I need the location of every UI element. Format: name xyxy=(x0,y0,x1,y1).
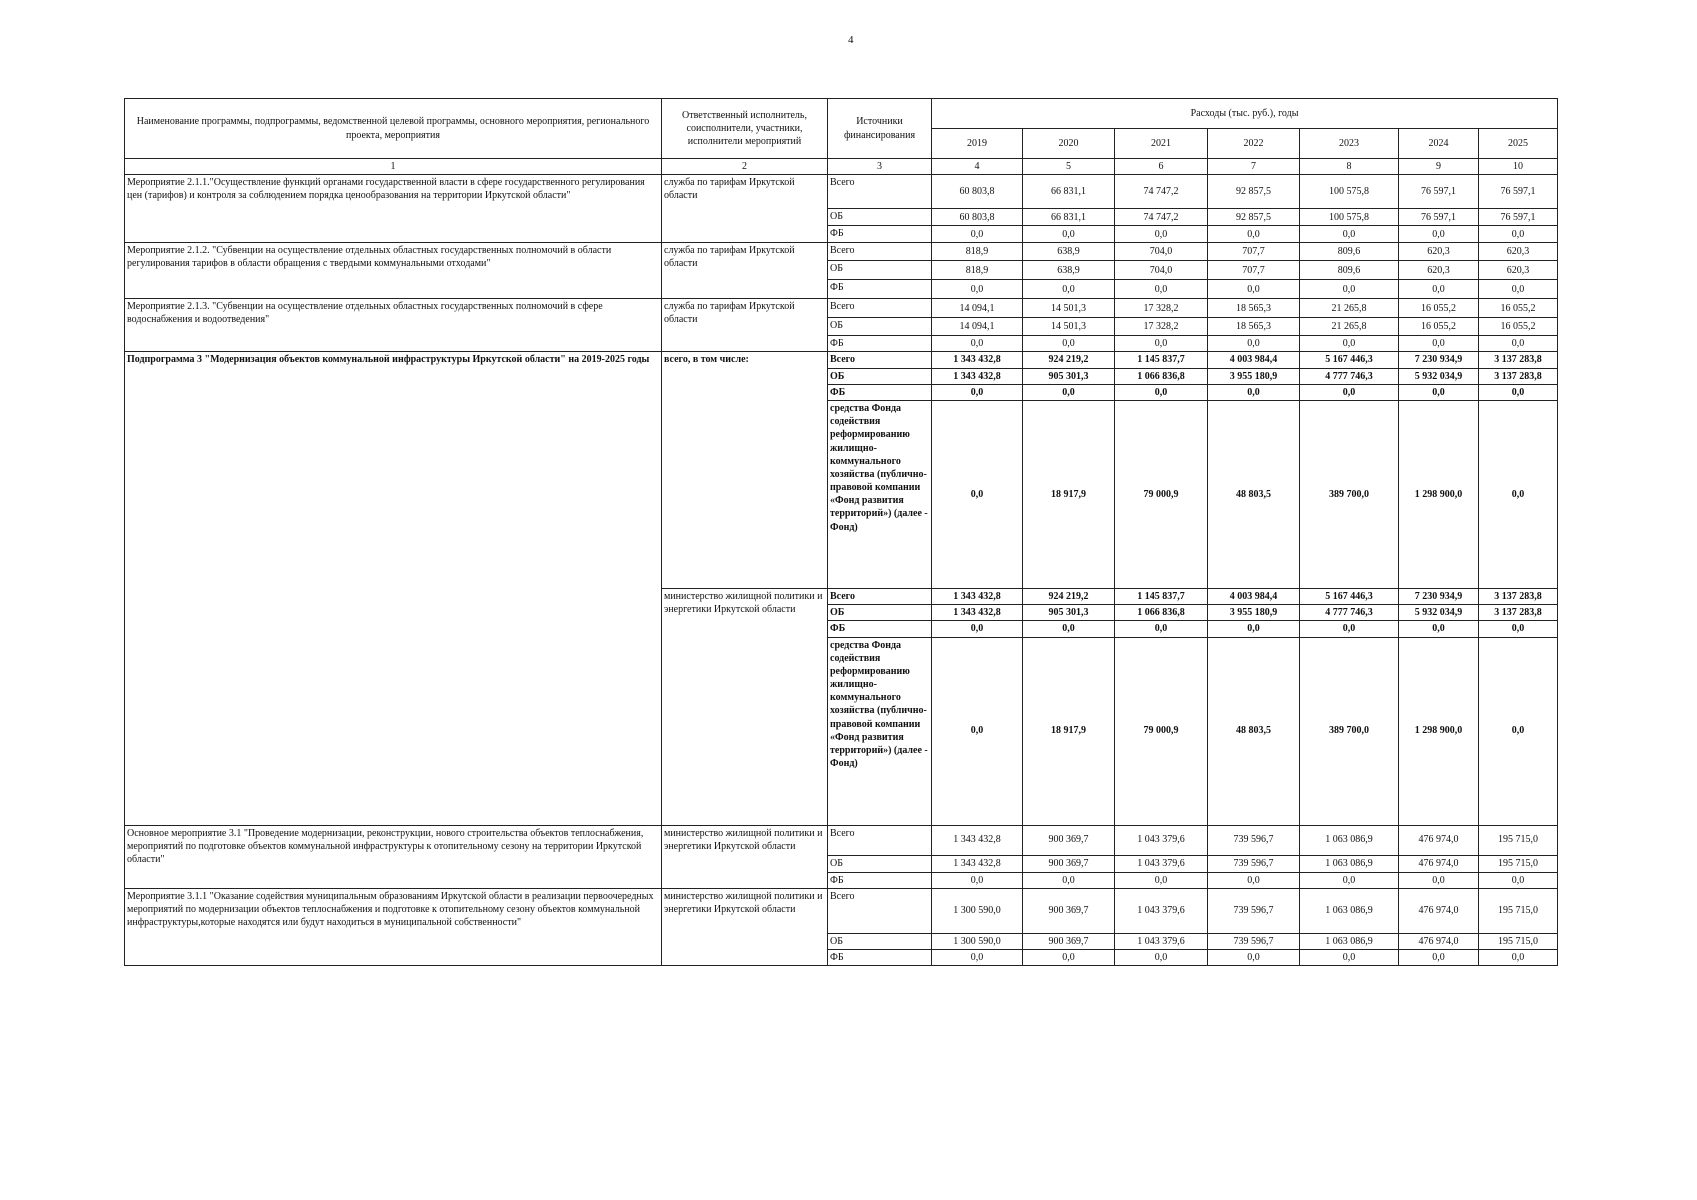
header-name: Наименование программы, подпрограммы, ведомственной целевой программы, основного мероприятия, регионального проекта, мероприятия xyxy=(125,99,662,159)
value-cell: 809,6 xyxy=(1300,261,1399,280)
value-cell: 16 055,2 xyxy=(1479,299,1558,318)
value-cell: 1 043 379,6 xyxy=(1115,855,1208,872)
value-cell: 4 777 746,3 xyxy=(1300,605,1399,621)
value-cell: 818,9 xyxy=(932,261,1023,280)
value-cell: 0,0 xyxy=(1023,336,1115,352)
value-cell: 66 831,1 xyxy=(1023,175,1115,209)
source-ob: ОБ xyxy=(828,855,932,872)
value-cell: 476 974,0 xyxy=(1399,888,1479,933)
value-cell: 638,9 xyxy=(1023,261,1115,280)
value-cell: 0,0 xyxy=(932,226,1023,243)
value-cell: 79 000,9 xyxy=(1115,400,1208,588)
value-cell: 900 369,7 xyxy=(1023,825,1115,855)
value-cell: 0,0 xyxy=(1399,336,1479,352)
col-number: 5 xyxy=(1023,159,1115,175)
value-cell: 21 265,8 xyxy=(1300,299,1399,318)
year-2020: 2020 xyxy=(1023,129,1115,159)
value-cell: 0,0 xyxy=(932,637,1023,825)
value-cell: 16 055,2 xyxy=(1479,318,1558,336)
value-cell: 0,0 xyxy=(1208,621,1300,637)
value-cell: 60 803,8 xyxy=(932,175,1023,209)
value-cell: 1 300 590,0 xyxy=(932,888,1023,933)
value-cell: 74 747,2 xyxy=(1115,175,1208,209)
column-numbers-row xyxy=(125,159,1558,175)
col-number: 1 xyxy=(125,159,662,175)
value-cell: 5 932 034,9 xyxy=(1399,605,1479,621)
value-cell: 0,0 xyxy=(1115,280,1208,299)
value-cell: 14 094,1 xyxy=(932,318,1023,336)
responsible-executor: министерство жилищной политики и энергетики Иркутской области xyxy=(662,888,828,965)
value-cell: 0,0 xyxy=(1023,621,1115,637)
value-cell: 76 597,1 xyxy=(1479,175,1558,209)
value-cell: 92 857,5 xyxy=(1208,209,1300,226)
value-cell: 818,9 xyxy=(932,243,1023,261)
source-ob: ОБ xyxy=(828,318,932,336)
source-fb: ФБ xyxy=(828,226,932,243)
value-cell: 0,0 xyxy=(1399,280,1479,299)
value-cell: 924 219,2 xyxy=(1023,352,1115,368)
measure-name: Основное мероприятие 3.1 "Проведение модернизации, реконструкции, нового строительства объектов теплоснабжения, мероприятий по подготовке объектов коммунальной инфраструктуры к отопительному сезону на территории Иркутской области" xyxy=(125,825,662,888)
value-cell: 0,0 xyxy=(1115,226,1208,243)
source-ob: ОБ xyxy=(828,933,932,949)
measure-name: Мероприятие 2.1.3. "Субвенции на осуществление отдельных областных государственных полномочий в сфере водоснабжения и водоотведения" xyxy=(125,299,662,352)
col-number: 6 xyxy=(1115,159,1208,175)
value-cell: 48 803,5 xyxy=(1208,400,1300,588)
year-2023: 2023 xyxy=(1300,129,1399,159)
value-cell: 0,0 xyxy=(1300,949,1399,965)
responsible-executor: министерство жилищной политики и энергетики Иркутской области xyxy=(662,588,828,825)
subprogram-title: Подпрограмма 3 "Модернизация объектов коммунальной инфраструктуры Иркутской области" на 2019-2025 годы xyxy=(125,352,662,589)
value-cell: 0,0 xyxy=(1300,336,1399,352)
measure-name: Мероприятие 3.1.1 "Оказание содействия муниципальным образованиям Иркутской области в реализации первоочередных мероприятий по модернизации объектов теплоснабжения и подготовке к отопительному сезону объектов коммунальной инфраструктуры,которые находятся или будут находиться в муниципальной собственности" xyxy=(125,888,662,965)
value-cell: 0,0 xyxy=(1399,949,1479,965)
header-responsible: Ответственный исполнитель, соисполнители, участники, исполнители мероприятий xyxy=(662,99,828,159)
value-cell: 0,0 xyxy=(1300,280,1399,299)
value-cell: 1 043 379,6 xyxy=(1115,825,1208,855)
value-cell: 707,7 xyxy=(1208,261,1300,280)
responsible-executor: служба по тарифам Иркутской области xyxy=(662,175,828,243)
value-cell: 0,0 xyxy=(1479,637,1558,825)
value-cell: 48 803,5 xyxy=(1208,637,1300,825)
value-cell: 18 917,9 xyxy=(1023,400,1115,588)
value-cell: 18 917,9 xyxy=(1023,637,1115,825)
value-cell: 0,0 xyxy=(932,400,1023,588)
value-cell: 389 700,0 xyxy=(1300,637,1399,825)
value-cell: 18 565,3 xyxy=(1208,299,1300,318)
value-cell: 1 343 432,8 xyxy=(932,855,1023,872)
source-total: Всего xyxy=(828,175,932,209)
source-fb: ФБ xyxy=(828,949,932,965)
value-cell: 704,0 xyxy=(1115,243,1208,261)
source-ob: ОБ xyxy=(828,209,932,226)
source-ob: ОБ xyxy=(828,261,932,280)
value-cell: 0,0 xyxy=(1023,226,1115,243)
value-cell: 1 298 900,0 xyxy=(1399,400,1479,588)
value-cell: 1 043 379,6 xyxy=(1115,933,1208,949)
col-number: 2 xyxy=(662,159,828,175)
value-cell: 0,0 xyxy=(932,621,1023,637)
value-cell: 0,0 xyxy=(1399,226,1479,243)
responsible-executor: министерство жилищной политики и энергетики Иркутской области xyxy=(662,825,828,888)
col-number: 8 xyxy=(1300,159,1399,175)
year-2024: 2024 xyxy=(1399,129,1479,159)
source-total: Всего xyxy=(828,243,932,261)
value-cell: 704,0 xyxy=(1115,261,1208,280)
col-number: 10 xyxy=(1479,159,1558,175)
table-body xyxy=(125,175,1558,966)
section-row xyxy=(125,825,1558,855)
value-cell: 476 974,0 xyxy=(1399,855,1479,872)
source-ob: ОБ xyxy=(828,368,932,384)
value-cell: 0,0 xyxy=(1115,336,1208,352)
section-row xyxy=(125,299,1558,318)
measure-name: Мероприятие 2.1.2. "Субвенции на осуществление отдельных областных государственных полномочий в области регулирования тарифов в области обращения с твердыми коммунальными отходами" xyxy=(125,243,662,299)
value-cell: 0,0 xyxy=(1208,949,1300,965)
value-cell: 1 343 432,8 xyxy=(932,588,1023,604)
col-number: 9 xyxy=(1399,159,1479,175)
value-cell: 76 597,1 xyxy=(1399,175,1479,209)
value-cell: 620,3 xyxy=(1399,243,1479,261)
value-cell: 1 066 836,8 xyxy=(1115,605,1208,621)
source-fb: ФБ xyxy=(828,872,932,888)
source-total: Всего xyxy=(828,588,932,604)
value-cell: 0,0 xyxy=(932,336,1023,352)
value-cell: 0,0 xyxy=(1115,384,1208,400)
value-cell: 16 055,2 xyxy=(1399,299,1479,318)
value-cell: 195 715,0 xyxy=(1479,855,1558,872)
year-2019: 2019 xyxy=(932,129,1023,159)
header-sources: Источники финансирования xyxy=(828,99,932,159)
value-cell: 195 715,0 xyxy=(1479,825,1558,855)
value-cell: 0,0 xyxy=(1208,336,1300,352)
value-cell: 900 369,7 xyxy=(1023,933,1115,949)
value-cell: 739 596,7 xyxy=(1208,888,1300,933)
value-cell: 707,7 xyxy=(1208,243,1300,261)
value-cell: 0,0 xyxy=(1115,872,1208,888)
value-cell: 1 343 432,8 xyxy=(932,352,1023,368)
source-total: Всего xyxy=(828,299,932,318)
value-cell: 14 501,3 xyxy=(1023,318,1115,336)
value-cell: 1 063 086,9 xyxy=(1300,933,1399,949)
value-cell: 0,0 xyxy=(1300,621,1399,637)
value-cell: 1 300 590,0 xyxy=(932,933,1023,949)
value-cell: 620,3 xyxy=(1479,243,1558,261)
value-cell: 0,0 xyxy=(1208,872,1300,888)
value-cell: 905 301,3 xyxy=(1023,605,1115,621)
value-cell: 0,0 xyxy=(1479,949,1558,965)
value-cell: 1 063 086,9 xyxy=(1300,855,1399,872)
year-2022: 2022 xyxy=(1208,129,1300,159)
value-cell: 476 974,0 xyxy=(1399,933,1479,949)
value-cell: 100 575,8 xyxy=(1300,175,1399,209)
value-cell: 620,3 xyxy=(1479,261,1558,280)
value-cell: 0,0 xyxy=(1023,872,1115,888)
value-cell: 0,0 xyxy=(932,384,1023,400)
value-cell: 1 298 900,0 xyxy=(1399,637,1479,825)
value-cell: 60 803,8 xyxy=(932,209,1023,226)
value-cell: 3 137 283,8 xyxy=(1479,368,1558,384)
value-cell: 16 055,2 xyxy=(1399,318,1479,336)
value-cell: 0,0 xyxy=(932,280,1023,299)
value-cell: 5 932 034,9 xyxy=(1399,368,1479,384)
page-number: 4 xyxy=(848,34,854,46)
value-cell: 3 137 283,8 xyxy=(1479,352,1558,368)
value-cell: 74 747,2 xyxy=(1115,209,1208,226)
value-cell: 3 955 180,9 xyxy=(1208,368,1300,384)
value-cell: 4 003 984,4 xyxy=(1208,588,1300,604)
value-cell: 0,0 xyxy=(932,949,1023,965)
value-cell: 0,0 xyxy=(932,872,1023,888)
value-cell: 0,0 xyxy=(1023,280,1115,299)
header-expenses: Расходы (тыс. руб.), годы xyxy=(932,99,1558,129)
value-cell: 0,0 xyxy=(1300,384,1399,400)
value-cell: 0,0 xyxy=(1479,384,1558,400)
value-cell: 0,0 xyxy=(1300,872,1399,888)
source-fb: ФБ xyxy=(828,621,932,637)
value-cell: 17 328,2 xyxy=(1115,318,1208,336)
value-cell: 14 501,3 xyxy=(1023,299,1115,318)
value-cell: 476 974,0 xyxy=(1399,825,1479,855)
value-cell: 0,0 xyxy=(1208,384,1300,400)
value-cell: 0,0 xyxy=(1479,621,1558,637)
value-cell: 76 597,1 xyxy=(1479,209,1558,226)
value-cell: 5 167 446,3 xyxy=(1300,588,1399,604)
source-total: Всего xyxy=(828,825,932,855)
col-number: 7 xyxy=(1208,159,1300,175)
value-cell: 18 565,3 xyxy=(1208,318,1300,336)
value-cell: 17 328,2 xyxy=(1115,299,1208,318)
value-cell: 7 230 934,9 xyxy=(1399,588,1479,604)
value-cell: 0,0 xyxy=(1399,621,1479,637)
value-cell: 620,3 xyxy=(1399,261,1479,280)
year-2025: 2025 xyxy=(1479,129,1558,159)
source-total: Всего xyxy=(828,352,932,368)
value-cell: 66 831,1 xyxy=(1023,209,1115,226)
value-cell: 0,0 xyxy=(1479,280,1558,299)
value-cell: 195 715,0 xyxy=(1479,888,1558,933)
value-cell: 1 343 432,8 xyxy=(932,605,1023,621)
value-cell: 0,0 xyxy=(1115,949,1208,965)
value-cell: 905 301,3 xyxy=(1023,368,1115,384)
value-cell: 100 575,8 xyxy=(1300,209,1399,226)
source-fb: ФБ xyxy=(828,280,932,299)
section-row xyxy=(125,888,1558,933)
value-cell: 0,0 xyxy=(1479,400,1558,588)
value-cell: 4 777 746,3 xyxy=(1300,368,1399,384)
value-cell: 638,9 xyxy=(1023,243,1115,261)
responsible-executor: служба по тарифам Иркутской области xyxy=(662,299,828,352)
value-cell: 0,0 xyxy=(1300,226,1399,243)
value-cell: 1 043 379,6 xyxy=(1115,888,1208,933)
value-cell: 809,6 xyxy=(1300,243,1399,261)
value-cell: 7 230 934,9 xyxy=(1399,352,1479,368)
value-cell: 0,0 xyxy=(1023,384,1115,400)
subprogram-row xyxy=(125,588,1558,604)
value-cell: 1 063 086,9 xyxy=(1300,888,1399,933)
responsible-executor: служба по тарифам Иркутской области xyxy=(662,243,828,299)
value-cell: 900 369,7 xyxy=(1023,888,1115,933)
value-cell: 1 343 432,8 xyxy=(932,825,1023,855)
value-cell: 1 343 432,8 xyxy=(932,368,1023,384)
measure-name: Мероприятие 2.1.1."Осуществление функций органами государственной власти в сфере государственного регулирования цен (тарифов) и контроля за соблюдением порядка ценообразования на территории Иркутской области" xyxy=(125,175,662,243)
value-cell: 1 063 086,9 xyxy=(1300,825,1399,855)
value-cell: 0,0 xyxy=(1208,226,1300,243)
value-cell: 195 715,0 xyxy=(1479,933,1558,949)
subprogram-row xyxy=(125,352,1558,368)
value-cell: 0,0 xyxy=(1399,384,1479,400)
source-fb: ФБ xyxy=(828,336,932,352)
source-fb: ФБ xyxy=(828,384,932,400)
section-row xyxy=(125,243,1558,261)
value-cell: 389 700,0 xyxy=(1300,400,1399,588)
subprogram-title-continued xyxy=(125,588,662,825)
source-fund: средства Фонда содействия реформированию жилищно-коммунального хозяйства (публично-правовой компании «Фонд развития территорий») (далее - Фонд) xyxy=(828,400,932,588)
budget-table xyxy=(124,98,1558,966)
value-cell: 76 597,1 xyxy=(1399,209,1479,226)
source-ob: ОБ xyxy=(828,605,932,621)
value-cell: 4 003 984,4 xyxy=(1208,352,1300,368)
value-cell: 0,0 xyxy=(1208,280,1300,299)
value-cell: 924 219,2 xyxy=(1023,588,1115,604)
value-cell: 79 000,9 xyxy=(1115,637,1208,825)
value-cell: 0,0 xyxy=(1479,872,1558,888)
value-cell: 739 596,7 xyxy=(1208,933,1300,949)
col-number: 3 xyxy=(828,159,932,175)
value-cell: 3 955 180,9 xyxy=(1208,605,1300,621)
value-cell: 739 596,7 xyxy=(1208,855,1300,872)
header-row-1 xyxy=(125,99,1558,129)
value-cell: 14 094,1 xyxy=(932,299,1023,318)
value-cell: 3 137 283,8 xyxy=(1479,588,1558,604)
value-cell: 0,0 xyxy=(1479,226,1558,243)
value-cell: 1 145 837,7 xyxy=(1115,588,1208,604)
source-total: Всего xyxy=(828,888,932,933)
section-row xyxy=(125,175,1558,209)
value-cell: 0,0 xyxy=(1023,949,1115,965)
value-cell: 0,0 xyxy=(1479,336,1558,352)
value-cell: 0,0 xyxy=(1399,872,1479,888)
col-number: 4 xyxy=(932,159,1023,175)
value-cell: 92 857,5 xyxy=(1208,175,1300,209)
value-cell: 1 145 837,7 xyxy=(1115,352,1208,368)
source-fund: средства Фонда содействия реформированию жилищно-коммунального хозяйства (публично-правовой компании «Фонд развития территорий») (далее - Фонд) xyxy=(828,637,932,825)
value-cell: 5 167 446,3 xyxy=(1300,352,1399,368)
responsible-executor: всего, в том числе: xyxy=(662,352,828,589)
value-cell: 0,0 xyxy=(1115,621,1208,637)
year-2021: 2021 xyxy=(1115,129,1208,159)
value-cell: 3 137 283,8 xyxy=(1479,605,1558,621)
value-cell: 739 596,7 xyxy=(1208,825,1300,855)
value-cell: 21 265,8 xyxy=(1300,318,1399,336)
value-cell: 1 066 836,8 xyxy=(1115,368,1208,384)
value-cell: 900 369,7 xyxy=(1023,855,1115,872)
